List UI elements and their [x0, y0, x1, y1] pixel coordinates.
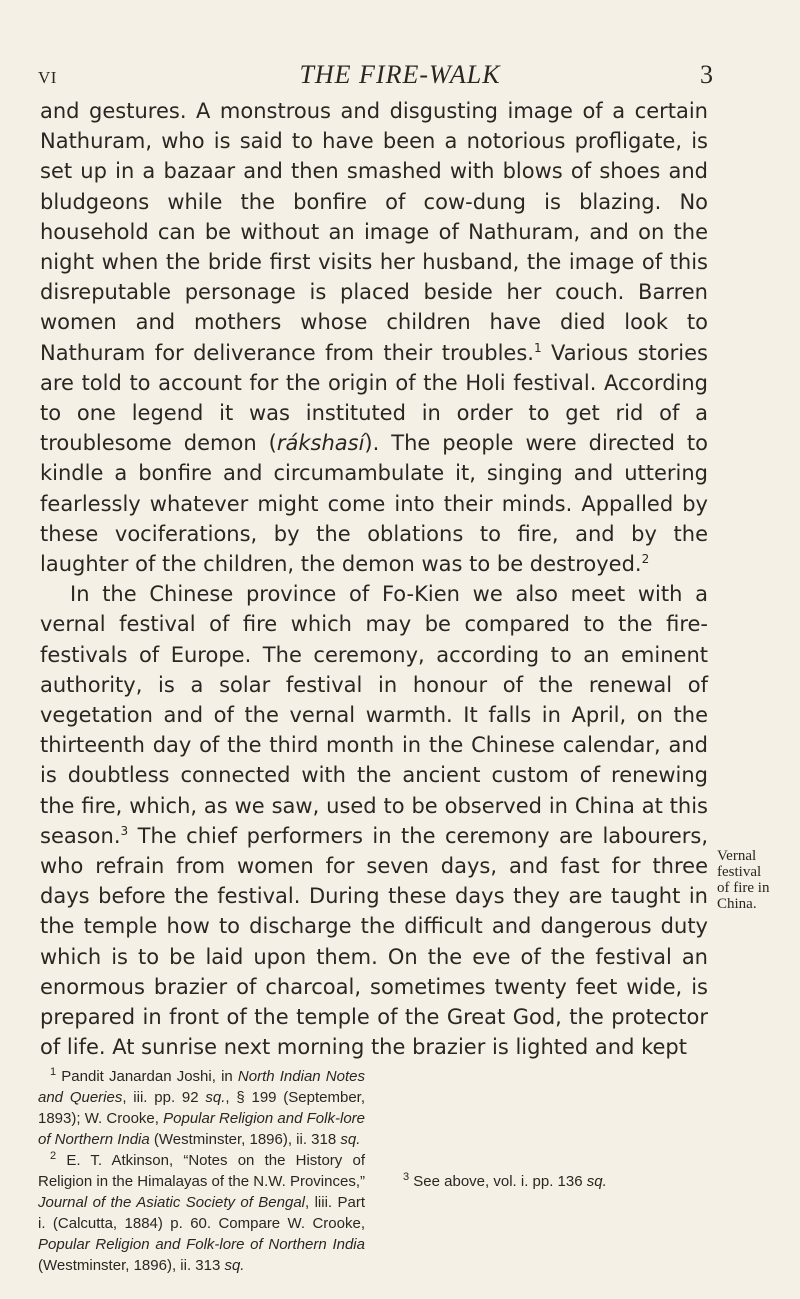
sanskrit-term: rákshasí: [276, 431, 365, 456]
paragraph-1: and gestures. A monstrous and disgusting image of a certain Nathuram, who is said to have been a notorious profligate, is set up in a bazaar and then smashed with blows of shoes and bludgeons while the bonfire of cow-dung is blazing. No household can be without an image of Nathuram, and on the night when the bride first visits her husband, the image of this disreputable personage is placed beside her couch. Barren women and mothers whose children have died look to Nathuram for deliverance from their troubles.$^1$ Various stories are told to account for the origin of the Holi festival. According to one legend it was instituted in order to get rid of a troublesome demon (rákshasí). The people were directed to kindle a bonfire and circumambulate it, singing and uttering fearlessly whatever might come into their minds. Appalled by these vociferations, by the oblations to fire, and by the laughter of the children, the demon was to be destroyed.$^2$: [40, 99, 708, 577]
marginal-note: Vernal festival of fire in China.: [717, 848, 770, 912]
page-number: 3: [700, 60, 713, 89]
footnote-2: $^2$ E. T. Atkinson, “Notes on the History of Religion in the Himalayas of the N.W. Provinces,” Journal of the Asiatic Society of Bengal, liii. Part i. (Calcutta, 1884) p. 60. Compare W. Crooke, Popular Religion and Folk-lore of Northern India (Westminster, 1896), ii. 313 sq.: [38, 1150, 366, 1274]
footnote-ref-1: 1: [533, 340, 542, 355]
running-title: THE FIRE-WALK: [299, 60, 501, 89]
main-text: [40, 96, 708, 1063]
footnote-ref-2: 2: [641, 552, 650, 567]
footnote-column-left: [38, 1066, 365, 1276]
footnote-ref-3: 3: [120, 823, 129, 838]
paragraph-2: In the Chinese province of Fo-Kien we also meet with a vernal festival of fire which may be compared to the fire-festivals of Europe. The ceremony, according to an eminent authority, is a solar festival in honour of the renewal of vegetation and of the vernal warmth. It falls in April, on the thirteenth day of the third month in the Chinese calendar, and is doubtless connected with the ancient custom of renewing the fire, which, as we saw, used to be observed in China at this season.$^3$ The chief performers in the ceremony are labourers, who refrain from women for seven days, and fast for three days before the festival. During these days they are taught in the temple how to discharge the difficult and dangerous duty which is to be laid upon them. On the eve of the festival an enormous brazier of charcoal, sometimes twenty feet wide, is prepared in front of the temple of the Great God, the protector of life. At sunrise next morning the brazier is lighted and kept: [40, 582, 708, 1060]
footnote-column-right: [391, 1066, 718, 1192]
running-header: [0, 58, 800, 98]
chapter-number: VI: [38, 68, 57, 87]
footnote-1: $^1$ Pandit Janardan Joshi, in North Indian Notes and Queries, iii. pp. 92 sq., § 199 (September, 1893); W. Crooke, Popular Religion and Folk-lore of Northern India (Westminster, 1896), ii. 318 sq.: [38, 1066, 366, 1148]
footnote-3: $^3$ See above, vol. i. pp. 136 sq.: [403, 1171, 607, 1190]
